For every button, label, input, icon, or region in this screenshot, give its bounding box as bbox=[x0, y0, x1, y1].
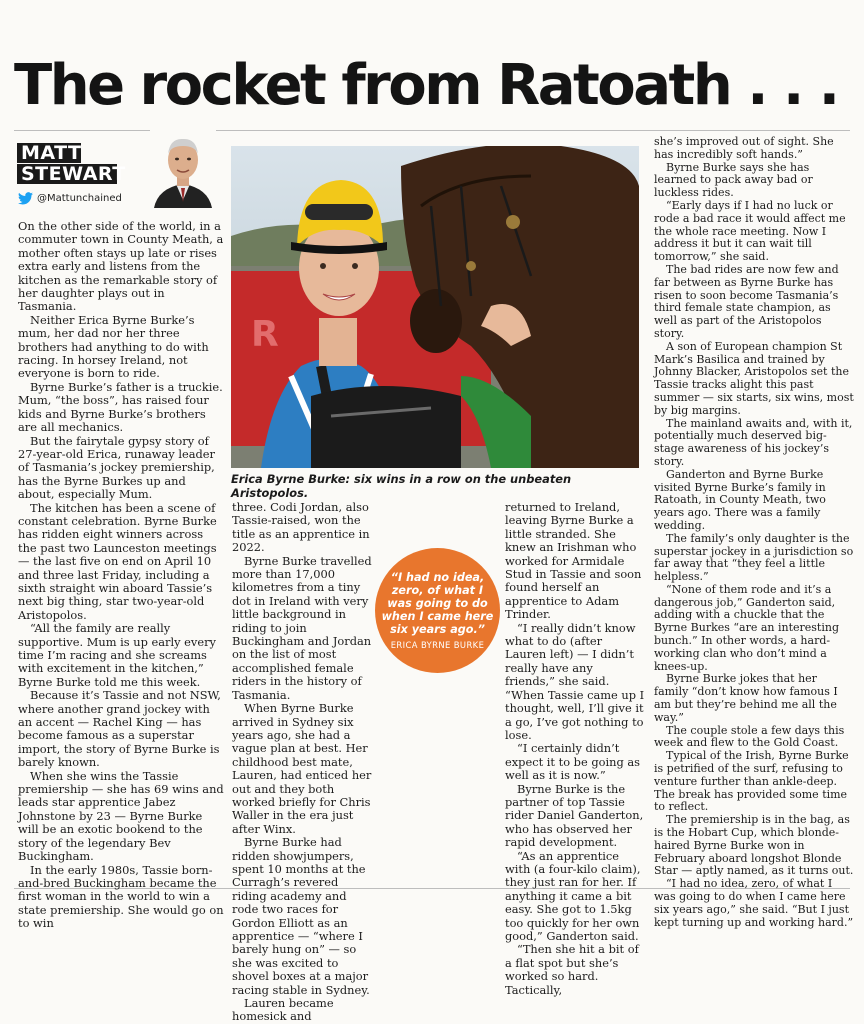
paragraph: Lauren became homesick and bbox=[232, 996, 334, 1024]
paragraph: Byrne Burke travelled more than 17,000 kilometres from a tiny dot in Ireland with very little background in riding to join Buckingham and Jordan on the list of most accomplished female riders in the history of Tasmania. bbox=[232, 553, 372, 702]
paragraph: Byrne Burke jokes that her family “don’t know how famous I am but they’re behind me all the way.” bbox=[654, 672, 838, 724]
headline-divider bbox=[14, 130, 850, 131]
paragraph: Byrne Burke says she has learned to pack away bad or luckless rides. bbox=[654, 160, 813, 200]
paragraph: “I had no idea, zero, of what I was going to do when I came here six years ago,” she said. “But I just kept turning up and working hard.” bbox=[654, 877, 854, 929]
paragraph: The bad rides are now few and far between as Byrne Burke has risen to soon become Tasmania’s third female state champion, as well as part of the Aristopolos story. bbox=[654, 262, 839, 340]
paragraph: A son of European champion St Mark’s Basilica and trained by Johnny Blacker, Aristopolos set the Tassie tracks alight this past summer — six starts, six wins, most by big margins. bbox=[654, 339, 854, 417]
paragraph: “As an apprentice with (a four-kilo claim), they just ran for her. If anything it came a bit easy. She got to 1.5kg too quickly for her own good,” Ganderton said. bbox=[505, 848, 641, 943]
article-column-1 bbox=[18, 220, 224, 931]
article-column-2 bbox=[232, 501, 374, 1024]
paragraph: “All the family are really supportive. Mum is up early every time I’m racing and she screams with excitement in the kitchen,” Byrne Burke told me this week. bbox=[18, 621, 216, 689]
paragraph: Byrne Burke’s father is a truckie. Mum, “the boss”, has raised four kids and Byrne Burke’s brothers are all mechanics. bbox=[18, 379, 223, 435]
paragraph: Byrne Burke is the partner of top Tassie rider Daniel Ganderton, who has observed her rapid development. bbox=[505, 781, 644, 850]
twitter-handle: @Mattunchained bbox=[37, 192, 122, 204]
paragraph: On the other side of the world, in a commuter town in County Meath, a mother often stays up late or rises extra early and listens from the kitchen as the remarkable story of her daughter plays out in Tasmania. bbox=[18, 219, 224, 314]
byline-last-name: STEWART bbox=[17, 164, 117, 184]
paragraph: Ganderton and Byrne Burke visited Byrne Burke’s family in Ratoath, in County Meath, two years ago. There was a family wedding. bbox=[654, 467, 826, 532]
paragraph: Because it’s Tassie and not NSW, where another grand jockey with an accent — Rachel King — has become famous as a superstar import, the story of Byrne Burke is barely known. bbox=[18, 688, 221, 770]
paragraph: “I really didn’t know what to do (after Lauren left) — I didn’t really have any friends,” she said. “When Tassie came up I thought, well, I’ll give it a go, I’ve got nothing to lose. bbox=[505, 620, 645, 742]
pull-quote bbox=[375, 548, 500, 673]
paragraph: In the early 1980s, Tassie born-and-bred Buckingham became the first woman in the world to win a state premiership. She would go on to win bbox=[18, 862, 224, 931]
paragraph: “I certainly didn’t expect it to be going as well as it is now.” bbox=[505, 741, 641, 783]
paragraph: The family’s only daughter is the superstar jockey in a jurisdiction so far away that “they feel a little helpless.” bbox=[654, 531, 854, 584]
headline: The rocket from Ratoath . . . bbox=[14, 53, 838, 118]
paragraph: three. Codi Jordan, also Tassie-raised, won the title as an apprentice in 2022. bbox=[232, 500, 370, 555]
paragraph: “Then she hit a bit of a flat spot but she’s worked so hard. Tactically, bbox=[505, 942, 639, 997]
paragraph: “Early days if I had no luck or rode a bad race it would affect me the whole race meeting. Now I address it but it can wait till tomorrow,” she said. bbox=[654, 198, 846, 264]
paragraph: The premiership is in the bag, as is the Hobart Cup, which blonde-haired Byrne Burke won in February aboard longshot Blonde Star — aptly named, as it turns out. bbox=[654, 813, 854, 878]
pull-quote-attribution: ERICA BYRNE BURKE bbox=[390, 640, 485, 650]
paragraph: returned to Ireland, leaving Byrne Burke a little stranded. She knew an Irishman who worked for Armidale Stud in Tassie and soon found herself an apprentice to Adam Trinder. bbox=[505, 500, 642, 622]
paragraph: Neither Erica Byrne Burke’s mum, her dad nor her three brothers had anything to do with racing. In horsey Ireland, not everyone is born to ride. bbox=[18, 312, 209, 381]
paragraph: The couple stole a few days this week and flew to the Gold Coast. bbox=[654, 723, 845, 750]
twitter-bird-icon bbox=[18, 192, 33, 205]
paragraph: Byrne Burke had ridden showjumpers, spent 10 months at the Curragh’s revered riding academy and rode two races for Gordon Elliott as an apprentice — “where I barely hung on” — so she was excited to shovel boxes at a major racing stable in Sydney. bbox=[232, 835, 370, 997]
byline-twitter[interactable] bbox=[18, 190, 148, 206]
article-column-3 bbox=[505, 501, 645, 997]
paragraph: Typical of the Irish, Byrne Burke is petrified of the surf, refusing to venture further than ankle-deep. The break has provided some time to reflect. bbox=[654, 749, 849, 814]
paragraph: But the fairytale gypsy story of 27-year-old Erica, runaway leader of Tasmania’s jockey premiership, has the Byrne Burkes up and about, especially Mum. bbox=[18, 433, 215, 502]
author-avatar bbox=[150, 128, 216, 208]
paragraph: she’s improved out of sight. She has incredibly soft hands.” bbox=[654, 135, 834, 161]
paragraph: “None of them rode and it’s a dangerous job,” Ganderton said, adding with a chuckle that the Byrne Burkes “are an interesting bunch.” In other words, a hard-working clan who don’t mind a knees-up. bbox=[654, 582, 839, 673]
pull-quote-text: “I had no idea, zero, of what I was going to do when I came here six years ago.” bbox=[381, 571, 494, 636]
paragraph: When Byrne Burke arrived in Sydney six years ago, she had a vague plan at best. Her childhood best mate, Lauren, had enticed her out and they both worked briefly for Chris Waller in the era just after Winx. bbox=[232, 701, 372, 836]
article-column-4 bbox=[654, 136, 854, 929]
paragraph: When she wins the Tassie premiership — she has 69 wins and leads star apprentice Jabez Johnstone by 23 — Byrne Burke will be an exotic bookend to the story of the legendary Bev Buckingham. bbox=[18, 768, 224, 864]
paragraph: The kitchen has been a scene of constant celebration. Byrne Burke has ridden eight winners across the past two Launceston meetings — the last five on end on April 10 and three last Friday, including a sixth straight win aboard Tassie’s next big thing, star two-year-old Aristopolos. bbox=[18, 500, 217, 622]
jockey-photo bbox=[231, 146, 639, 468]
byline-first-name: MATT bbox=[17, 143, 81, 163]
photo-caption: Erica Byrne Burke: six wins in a row on the unbeaten Aristopolos. bbox=[231, 472, 572, 500]
svg-text:R: R bbox=[251, 314, 279, 355]
paragraph: The mainland awaits and, with it, potentially much deserved big-stage awareness of his jockey’s story. bbox=[654, 416, 853, 468]
